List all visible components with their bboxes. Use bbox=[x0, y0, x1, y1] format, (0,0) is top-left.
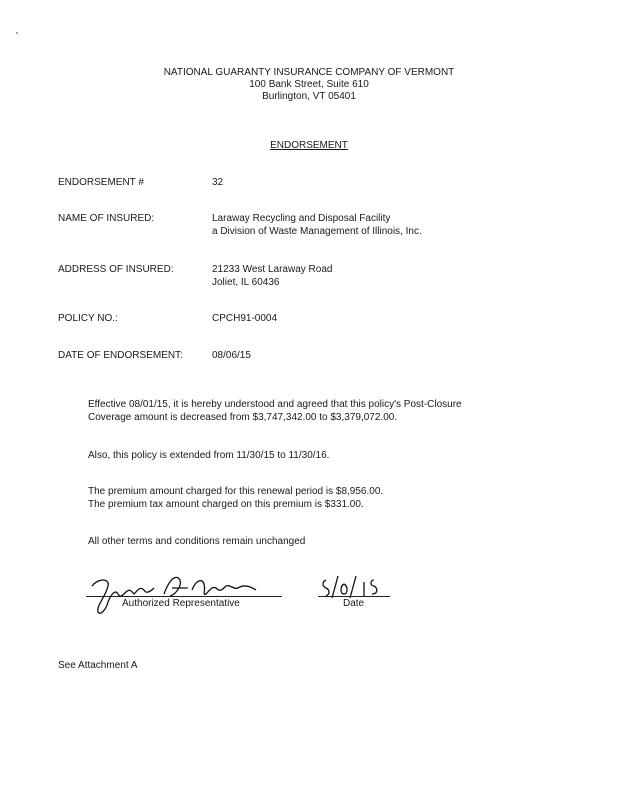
insured-name-line2: a Division of Waste Management of Illinois, Inc. bbox=[212, 226, 422, 237]
body-paragraph-4: All other terms and conditions remain unchanged bbox=[88, 536, 306, 547]
insured-address-line1: 21233 West Laraway Road bbox=[212, 264, 333, 275]
policy-number-value: CPCH91-0004 bbox=[212, 313, 278, 324]
policy-number-label: POLICY NO.: bbox=[58, 313, 118, 324]
insured-name-label: NAME OF INSURED: bbox=[58, 213, 155, 224]
attachment-note: See Attachment A bbox=[58, 660, 138, 671]
body-paragraph-3-line1: The premium amount charged for this renewal period is $8,956.00. bbox=[88, 486, 384, 497]
document-title: ENDORSEMENT bbox=[270, 140, 348, 151]
endorsement-number-label: ENDORSEMENT # bbox=[58, 177, 144, 188]
representative-signature-line bbox=[86, 596, 282, 597]
body-paragraph-1-line2: Coverage amount is decreased from $3,747,342.00 to $3,379,072.00. bbox=[88, 412, 398, 423]
date-caption: Date bbox=[343, 598, 365, 609]
representative-caption: Authorized Representative bbox=[122, 598, 240, 609]
insured-address-label: ADDRESS OF INSURED: bbox=[58, 264, 174, 275]
scan-speck bbox=[16, 32, 18, 34]
endorsement-date-label: DATE OF ENDORSEMENT: bbox=[58, 350, 183, 361]
body-paragraph-3-line2: The premium tax amount charged on this premium is $331.00. bbox=[88, 499, 364, 510]
company-address-line1: 100 Bank Street, Suite 610 bbox=[249, 79, 369, 90]
date-signature-line bbox=[318, 596, 390, 597]
body-paragraph-2: Also, this policy is extended from 11/30/15 to 11/30/16. bbox=[88, 450, 330, 461]
insured-address-line2: Joliet, IL 60436 bbox=[212, 277, 280, 288]
body-paragraph-1-line1: Effective 08/01/15, it is hereby understood and agreed that this policy's Post-Closure bbox=[88, 399, 462, 410]
endorsement-number-value: 32 bbox=[212, 177, 224, 188]
company-name: NATIONAL GUARANTY INSURANCE COMPANY OF VERMONT bbox=[163, 67, 455, 78]
endorsement-date-value: 08/06/15 bbox=[212, 350, 251, 361]
handwritten-signature bbox=[84, 568, 284, 618]
insured-name-line1: Laraway Recycling and Disposal Facility bbox=[212, 213, 391, 224]
company-address-line2: Burlington, VT 05401 bbox=[262, 91, 356, 102]
